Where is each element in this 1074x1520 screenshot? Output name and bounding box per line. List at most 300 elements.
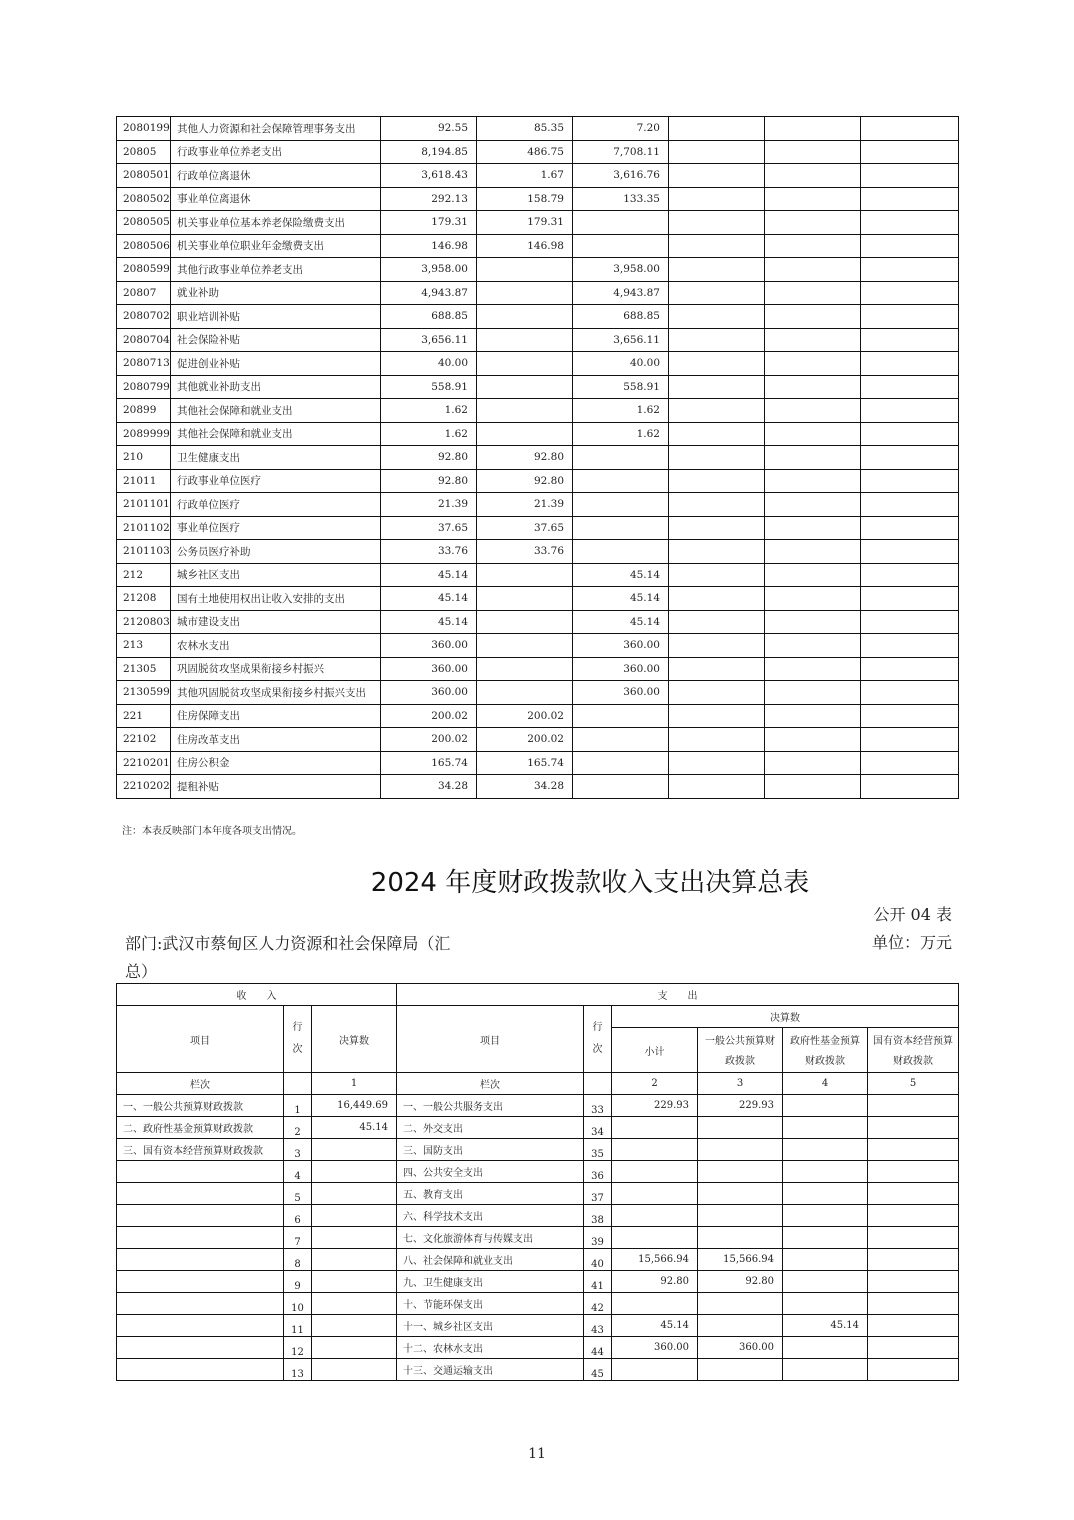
col6-cell — [861, 328, 959, 352]
col4-cell — [669, 375, 765, 399]
project-cell: 3,656.11 — [573, 328, 669, 352]
table-row — [117, 234, 959, 258]
name-cell: 其他行政事业单位养老支出 — [171, 258, 381, 282]
table-row — [117, 305, 959, 329]
total-cell: 146.98 — [381, 234, 477, 258]
total-cell: 92.80 — [381, 469, 477, 493]
project-cell: 4,943.87 — [573, 281, 669, 305]
expense-row-no-cell: 39 — [584, 1227, 612, 1249]
col5-cell — [765, 446, 861, 470]
col6-cell — [861, 375, 959, 399]
expense-item-cell: 八、社会保障和就业支出 — [397, 1249, 584, 1271]
state-capital-cell — [868, 1271, 959, 1293]
col4-cell — [669, 164, 765, 188]
col-index-2: 2 — [612, 1073, 698, 1095]
total-cell: 179.31 — [381, 211, 477, 235]
col4-cell — [669, 305, 765, 329]
state-capital-cell — [868, 1205, 959, 1227]
col4-cell — [669, 140, 765, 164]
table-row — [117, 493, 959, 517]
project-cell: 3,958.00 — [573, 258, 669, 282]
subtotal-cell — [612, 1139, 698, 1161]
name-cell: 职业培训补贴 — [171, 305, 381, 329]
col6-cell — [861, 352, 959, 376]
col5-cell — [765, 187, 861, 211]
name-cell: 社会保险补贴 — [171, 328, 381, 352]
expense-row-no-cell: 33 — [584, 1095, 612, 1117]
subtotal-cell: 229.93 — [612, 1095, 698, 1117]
income-amount-cell — [312, 1271, 397, 1293]
total-cell: 360.00 — [381, 657, 477, 681]
name-cell: 其他就业补助支出 — [171, 375, 381, 399]
subtotal-cell: 360.00 — [612, 1337, 698, 1359]
col4-cell — [669, 328, 765, 352]
project-cell: 45.14 — [573, 563, 669, 587]
table-row — [117, 610, 959, 634]
col6-cell — [861, 493, 959, 517]
col6-cell — [861, 399, 959, 423]
table-row — [117, 657, 959, 681]
table-note: 注：本表反映部门本年度各项支出情况。 — [122, 826, 302, 837]
expense-row-no-cell: 37 — [584, 1183, 612, 1205]
project-cell: 1.62 — [573, 399, 669, 423]
income-row-no-cell: 13 — [284, 1359, 312, 1381]
expense-row-no-cell: 35 — [584, 1139, 612, 1161]
project-cell: 360.00 — [573, 634, 669, 658]
col4-cell — [669, 211, 765, 235]
income-row-no-cell: 3 — [284, 1139, 312, 1161]
form-number: 公开 04 表 — [873, 905, 952, 924]
gov-fund-cell — [783, 1271, 868, 1293]
basic-cell: 33.76 — [477, 540, 573, 564]
col4-cell — [669, 610, 765, 634]
total-cell: 200.02 — [381, 728, 477, 752]
basic-cell: 21.39 — [477, 493, 573, 517]
col6-cell — [861, 516, 959, 540]
code-cell: 2080704 — [117, 328, 171, 352]
col5-cell — [765, 117, 861, 141]
total-cell: 360.00 — [381, 634, 477, 658]
project-cell: 3,616.76 — [573, 164, 669, 188]
subtotal-cell — [612, 1359, 698, 1381]
basic-cell — [477, 422, 573, 446]
general-budget-cell — [698, 1315, 783, 1337]
table-row — [117, 1183, 959, 1205]
income-amount-cell — [312, 1249, 397, 1271]
state-capital-cell — [868, 1227, 959, 1249]
expense-row-no-cell: 44 — [584, 1337, 612, 1359]
code-cell: 22102 — [117, 728, 171, 752]
col6-cell — [861, 446, 959, 470]
basic-cell: 200.02 — [477, 704, 573, 728]
fiscal-appropriation-summary-table — [116, 983, 959, 1381]
project-cell: 7.20 — [573, 117, 669, 141]
col6-cell — [861, 587, 959, 611]
table-row — [117, 1359, 959, 1381]
income-item-cell — [117, 1183, 284, 1205]
total-cell: 3,618.43 — [381, 164, 477, 188]
basic-cell — [477, 281, 573, 305]
income-item-cell — [117, 1293, 284, 1315]
total-cell: 45.14 — [381, 563, 477, 587]
table-row — [117, 563, 959, 587]
col4-cell — [669, 516, 765, 540]
code-cell: 21011 — [117, 469, 171, 493]
code-cell: 2080199 — [117, 117, 171, 141]
code-cell: 20805 — [117, 140, 171, 164]
table-row — [117, 399, 959, 423]
income-item-cell — [117, 1161, 284, 1183]
income-row-no-cell: 6 — [284, 1205, 312, 1227]
project-cell: 558.91 — [573, 375, 669, 399]
project-cell — [573, 775, 669, 799]
col5-cell — [765, 164, 861, 188]
income-row-no-cell: 2 — [284, 1117, 312, 1139]
col4-cell — [669, 775, 765, 799]
expense-item-header: 项目 — [397, 1006, 584, 1073]
expense-row-no-cell: 36 — [584, 1161, 612, 1183]
total-cell: 4,943.87 — [381, 281, 477, 305]
col6-cell — [861, 563, 959, 587]
table-row — [117, 1117, 959, 1139]
code-cell: 2210202 — [117, 775, 171, 799]
name-cell: 公务员医疗补助 — [171, 540, 381, 564]
basic-cell: 179.31 — [477, 211, 573, 235]
col4-cell — [669, 681, 765, 705]
col5-cell — [765, 751, 861, 775]
col4-cell — [669, 634, 765, 658]
col5-cell — [765, 234, 861, 258]
expense-item-cell: 十三、交通运输支出 — [397, 1359, 584, 1381]
col-label-income: 栏次 — [117, 1073, 284, 1095]
gov-fund-cell — [783, 1183, 868, 1205]
income-row-no-cell: 11 — [284, 1315, 312, 1337]
expense-header: 支 出 — [397, 984, 959, 1006]
general-budget-cell — [698, 1359, 783, 1381]
table-row — [117, 1139, 959, 1161]
expense-row-no-cell: 42 — [584, 1293, 612, 1315]
income-row-no-cell: 1 — [284, 1095, 312, 1117]
col5-cell — [765, 704, 861, 728]
col6-cell — [861, 775, 959, 799]
total-cell: 34.28 — [381, 775, 477, 799]
expense-row-no-cell: 43 — [584, 1315, 612, 1337]
income-row-no-cell: 8 — [284, 1249, 312, 1271]
expense-item-cell: 十、节能环保支出 — [397, 1293, 584, 1315]
total-cell: 37.65 — [381, 516, 477, 540]
income-item-cell — [117, 1271, 284, 1293]
basic-cell: 486.75 — [477, 140, 573, 164]
table-row — [117, 634, 959, 658]
basic-cell: 158.79 — [477, 187, 573, 211]
name-cell: 住房公积金 — [171, 751, 381, 775]
subtotal-cell — [612, 1227, 698, 1249]
col5-cell — [765, 563, 861, 587]
table-row — [117, 1227, 959, 1249]
name-cell: 机关事业单位基本养老保险缴费支出 — [171, 211, 381, 235]
name-cell: 巩固脱贫攻坚成果衔接乡村振兴 — [171, 657, 381, 681]
income-header: 收 入 — [117, 984, 397, 1006]
project-cell: 360.00 — [573, 681, 669, 705]
total-cell: 360.00 — [381, 681, 477, 705]
project-cell — [573, 728, 669, 752]
income-item-cell: 三、国有资本经营预算财政拨款 — [117, 1139, 284, 1161]
subtotal-cell — [612, 1161, 698, 1183]
header-row-columns — [117, 1006, 959, 1028]
gov-fund-cell — [783, 1139, 868, 1161]
col5-cell — [765, 328, 861, 352]
name-cell: 住房改革支出 — [171, 728, 381, 752]
subtotal-cell — [612, 1293, 698, 1315]
col6-cell — [861, 681, 959, 705]
col-index-empty — [284, 1073, 312, 1095]
income-row-no-cell: 9 — [284, 1271, 312, 1293]
expense-item-cell: 十一、城乡社区支出 — [397, 1315, 584, 1337]
general-budget-cell — [698, 1139, 783, 1161]
expense-row-no-cell: 45 — [584, 1359, 612, 1381]
col4-cell — [669, 587, 765, 611]
basic-cell — [477, 657, 573, 681]
table-row — [117, 751, 959, 775]
code-cell: 2130599 — [117, 681, 171, 705]
col4-cell — [669, 187, 765, 211]
gov-fund-cell — [783, 1359, 868, 1381]
table-row — [117, 352, 959, 376]
table-row — [117, 211, 959, 235]
col5-cell — [765, 305, 861, 329]
basic-cell — [477, 305, 573, 329]
col-index-empty — [584, 1073, 612, 1095]
state-capital-cell — [868, 1117, 959, 1139]
col5-cell — [765, 634, 861, 658]
project-cell — [573, 704, 669, 728]
col6-cell — [861, 657, 959, 681]
general-budget-cell — [698, 1227, 783, 1249]
expense-row-no-cell: 34 — [584, 1117, 612, 1139]
project-cell — [573, 446, 669, 470]
col5-cell — [765, 258, 861, 282]
basic-cell: 34.28 — [477, 775, 573, 799]
table-row — [117, 540, 959, 564]
col5-cell — [765, 681, 861, 705]
basic-cell: 1.67 — [477, 164, 573, 188]
table-row — [117, 258, 959, 282]
col4-cell — [669, 234, 765, 258]
table-row — [117, 1271, 959, 1293]
table-row — [117, 516, 959, 540]
total-cell: 688.85 — [381, 305, 477, 329]
general-budget-cell: 360.00 — [698, 1337, 783, 1359]
income-row-no-cell: 7 — [284, 1227, 312, 1249]
table-row — [117, 587, 959, 611]
col4-cell — [669, 399, 765, 423]
name-cell: 住房保障支出 — [171, 704, 381, 728]
general-budget-cell — [698, 1161, 783, 1183]
table-row — [117, 1161, 959, 1183]
project-cell: 45.14 — [573, 610, 669, 634]
income-item-cell — [117, 1315, 284, 1337]
subtotal-cell — [612, 1183, 698, 1205]
income-item-cell — [117, 1249, 284, 1271]
code-cell: 2080713 — [117, 352, 171, 376]
code-cell: 2120803 — [117, 610, 171, 634]
income-item-cell — [117, 1227, 284, 1249]
total-cell: 21.39 — [381, 493, 477, 517]
project-cell: 360.00 — [573, 657, 669, 681]
table-row — [117, 1315, 959, 1337]
subtotal-header: 小计 — [612, 1028, 698, 1073]
name-cell: 其他人力资源和社会保障管理事务支出 — [171, 117, 381, 141]
income-item-cell — [117, 1205, 284, 1227]
col6-cell — [861, 305, 959, 329]
expense-item-cell: 九、卫生健康支出 — [397, 1271, 584, 1293]
subtotal-cell — [612, 1205, 698, 1227]
project-cell — [573, 540, 669, 564]
name-cell: 其他巩固脱贫攻坚成果衔接乡村振兴支出 — [171, 681, 381, 705]
expense-item-cell: 七、文化旅游体育与传媒支出 — [397, 1227, 584, 1249]
col4-cell — [669, 751, 765, 775]
col6-cell — [861, 704, 959, 728]
gov-fund-cell — [783, 1227, 868, 1249]
col4-cell — [669, 469, 765, 493]
code-cell: 2080799 — [117, 375, 171, 399]
gov-fund-cell — [783, 1337, 868, 1359]
income-amount-cell: 16,449.69 — [312, 1095, 397, 1117]
col4-cell — [669, 446, 765, 470]
gov-fund-cell — [783, 1249, 868, 1271]
expense-row-no-cell: 41 — [584, 1271, 612, 1293]
general-budget-cell: 92.80 — [698, 1271, 783, 1293]
col4-cell — [669, 563, 765, 587]
state-capital-cell — [868, 1337, 959, 1359]
col-index-3: 3 — [698, 1073, 783, 1095]
income-row-no-header: 行次 — [284, 1006, 312, 1073]
col-index-1: 1 — [312, 1073, 397, 1095]
expense-item-cell: 三、国防支出 — [397, 1139, 584, 1161]
state-capital-cell — [868, 1139, 959, 1161]
name-cell: 促进创业补贴 — [171, 352, 381, 376]
basic-cell — [477, 563, 573, 587]
code-cell: 2101103 — [117, 540, 171, 564]
col-index-5: 5 — [868, 1073, 959, 1095]
state-capital-cell — [868, 1315, 959, 1337]
table-row — [117, 375, 959, 399]
project-cell — [573, 469, 669, 493]
col-index-4: 4 — [783, 1073, 868, 1095]
col4-cell — [669, 728, 765, 752]
code-cell: 2080506 — [117, 234, 171, 258]
income-row-no-cell: 5 — [284, 1183, 312, 1205]
general-budget-header: 一般公共预算财政拨款 — [705, 1036, 776, 1067]
income-amount-header: 决算数 — [312, 1006, 397, 1073]
total-cell: 558.91 — [381, 375, 477, 399]
col4-cell — [669, 704, 765, 728]
income-item-header: 项目 — [117, 1006, 284, 1073]
project-cell: 688.85 — [573, 305, 669, 329]
table-row — [117, 328, 959, 352]
table-row — [117, 187, 959, 211]
total-cell: 33.76 — [381, 540, 477, 564]
col5-cell — [765, 657, 861, 681]
expense-item-cell: 一、一般公共服务支出 — [397, 1095, 584, 1117]
col4-cell — [669, 540, 765, 564]
total-cell: 3,958.00 — [381, 258, 477, 282]
subtotal-cell: 92.80 — [612, 1271, 698, 1293]
expense-row-no-cell: 38 — [584, 1205, 612, 1227]
gov-fund-header: 政府性基金预算财政拨款 — [790, 1036, 861, 1067]
state-capital-cell — [868, 1293, 959, 1315]
table-row — [117, 681, 959, 705]
basic-cell: 200.02 — [477, 728, 573, 752]
state-capital-cell — [868, 1249, 959, 1271]
table-row — [117, 446, 959, 470]
col4-cell — [669, 493, 765, 517]
basic-cell — [477, 258, 573, 282]
col6-cell — [861, 728, 959, 752]
project-cell — [573, 234, 669, 258]
total-cell: 200.02 — [381, 704, 477, 728]
table-row — [117, 281, 959, 305]
table-row — [117, 140, 959, 164]
final-amount-header: 决算数 — [612, 1006, 959, 1028]
project-cell: 133.35 — [573, 187, 669, 211]
project-cell: 40.00 — [573, 352, 669, 376]
basic-cell — [477, 587, 573, 611]
name-cell: 事业单位离退休 — [171, 187, 381, 211]
table-row — [117, 422, 959, 446]
gov-fund-cell: 45.14 — [783, 1315, 868, 1337]
income-row-no-cell: 10 — [284, 1293, 312, 1315]
col6-cell — [861, 187, 959, 211]
col6-cell — [861, 540, 959, 564]
project-cell: 1.62 — [573, 422, 669, 446]
basic-cell — [477, 681, 573, 705]
general-budget-cell — [698, 1293, 783, 1315]
general-budget-cell: 229.93 — [698, 1095, 783, 1117]
table-row — [117, 117, 959, 141]
col5-cell — [765, 352, 861, 376]
table-row — [117, 1249, 959, 1271]
col-label-expense: 栏次 — [397, 1073, 584, 1095]
department-label: 部门:武汉市蔡甸区人力资源和社会保障局（汇总） — [125, 934, 451, 981]
state-capital-cell — [868, 1161, 959, 1183]
income-amount-cell — [312, 1315, 397, 1337]
project-cell — [573, 516, 669, 540]
col5-cell — [765, 610, 861, 634]
table-row — [117, 1095, 959, 1117]
name-cell: 行政事业单位养老支出 — [171, 140, 381, 164]
income-amount-cell — [312, 1227, 397, 1249]
col6-cell — [861, 751, 959, 775]
table-row — [117, 775, 959, 799]
unit-label: 单位：万元 — [871, 933, 952, 952]
col6-cell — [861, 422, 959, 446]
income-item-cell — [117, 1359, 284, 1381]
col5-cell — [765, 469, 861, 493]
expense-row-no-header: 行次 — [584, 1006, 612, 1073]
income-item-cell: 一、一般公共预算财政拨款 — [117, 1095, 284, 1117]
basic-cell: 92.80 — [477, 469, 573, 493]
total-cell: 165.74 — [381, 751, 477, 775]
basic-cell — [477, 634, 573, 658]
name-cell: 其他社会保障和就业支出 — [171, 422, 381, 446]
code-cell: 210 — [117, 446, 171, 470]
expense-item-cell: 五、教育支出 — [397, 1183, 584, 1205]
col4-cell — [669, 258, 765, 282]
col5-cell — [765, 587, 861, 611]
code-cell: 2080702 — [117, 305, 171, 329]
total-cell: 3,656.11 — [381, 328, 477, 352]
